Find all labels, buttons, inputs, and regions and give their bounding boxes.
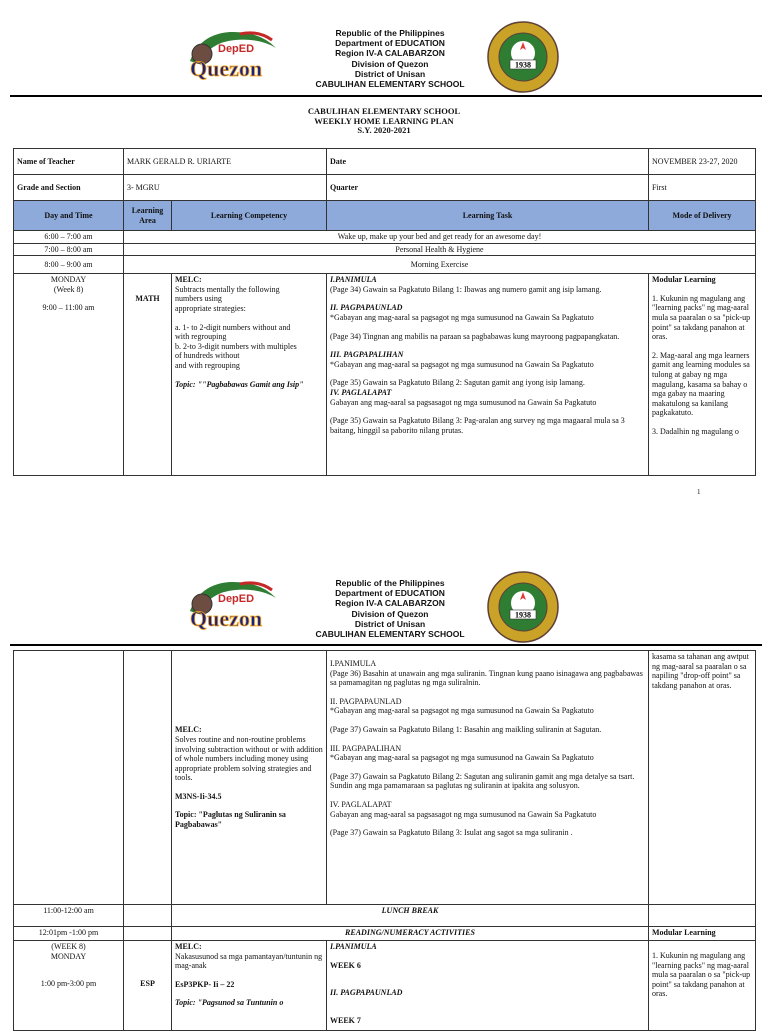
esp-day-time: (WEEK 8) MONDAY 1:00 pm-3:00 pm (14, 941, 124, 1031)
svg-text:Quezon: Quezon (190, 56, 263, 81)
routine-row (14, 243, 756, 256)
math-competency: MELC: Subtracts mentally the following numbers using appropriate strategies: a. 1- to 2-digit numbers without and with regrouping b. 2-to 3-digit numbers with multiples of hundreds without and with regrouping Topic: ""Pagbabawas Gamit ang Isip" (172, 274, 327, 476)
routine-time: 8:00 – 9:00 am (14, 256, 124, 274)
math-problem-task: I.PANIMULA (Page 36) Basahin at unawain ang mga suliranin. Tingnan kung paano isinagawa ang pagbabawas sa pamamagitan ng paglutas ng mga suliralnin. II. PAGPAPAUNLAD *Gabayan ang mag-aaral sa pagsagot ng mga sumusunod na Gawain Sa Pagkatuto (Page 37) Gawain sa Pagkatuto Bilang 1: Basahin ang maikling suliranin at Sagutan. III. PAGPAPALIHAN *Gabayan ang mag-aaral sa pagsagot ng mga sumusunod na Gawain Sa Pagkatuto (Page 37) Gawain sa Pagkatuto Bilang 2: Sagutan ang suliranin gamit ang mga detalye sa tsart. Sundin ang mga pamamaraan sa paglutas ng suliranin at ipakita ang solusyon. IV. PAGLALAPAT Gabayan ang mag-aaral sa pagsasagot ng mga sumusunod na Gawain Sa Pagkatuto (Page 37) Gawain sa Pagkatuto Bilang 3: Isulat ang sagot sa mga suliranin . (327, 651, 649, 905)
math-problem-mode: kasama sa tahanan ang awtput ng mag-aaral sa paaralan o sa napiling "drop-off point" sa takdang panahon at oras. (649, 651, 756, 905)
math-task: I.PANIMULA (Page 34) Gawain sa Pagkatuto Bilang 1: Ibawas ang numero gamit ang isip lamang. II. PAGPAPAUNLAD *Gabayan ang mag-aaral sa pagsagot ng mga sumusunod na Gawain Sa Pagkatuto (Page 34) Tingnan ang mabilis na paraan sa pagbabawas kung mayroong pagpapangkatan. III. PAGPAPALIHAN *Gabayan ang mag-aaral sa pagsagot ng mga sumusunod na Gawain Sa Pagkatuto (Page 35) Gawain sa Pagkatuto Bilang 2: Sagutan gamit ang iyong isip lamang. IV. PAGLALAPAT Gabayan ang mag-aaral sa pagsasagot ng mga sumusunod na Gawain Sa Pagkatuto (Page 35) Gawain sa Pagkatuto Bilang 3: Pag-aralan ang survey ng mga magaaral mula sa 3 baitang, hinggil sa paborito nilang prutas. (327, 274, 649, 476)
col-mode: Mode of Delivery (649, 201, 756, 231)
day-time-cell (14, 651, 124, 905)
esp-task: I.PANIMULA WEEK 6 II. PAGPAPAUNLAD WEEK 7 (327, 941, 649, 1031)
date-label: Date (327, 149, 649, 175)
svg-text:Quezon: Quezon (190, 606, 263, 631)
esp-area: ESP (124, 941, 172, 1031)
header-text: Republic of the Philippines Department of EDUCATION Region IV-A CALABARZON Division of Quezon District of Unisan CABULIHAN ELEMENTARY SCHOOL (315, 28, 465, 90)
grade-value: 3- MGRU (124, 175, 327, 201)
area-cell (124, 651, 172, 905)
teacher-row (14, 149, 756, 175)
lunch-row (14, 905, 756, 927)
routine-task: Personal Health & Hygiene (124, 243, 756, 256)
column-header-row (14, 201, 756, 231)
empty-cell (649, 905, 756, 927)
routine-time: 7:00 – 8:00 am (14, 243, 124, 256)
col-day-time: Day and Time (14, 201, 124, 231)
deped-quezon-logo (180, 576, 280, 636)
header-rule (10, 644, 762, 646)
math-problem-row (14, 651, 756, 905)
routine-row (14, 231, 756, 244)
reading-time: 12:01pm -1:00 pm (14, 927, 124, 941)
svg-text:1938: 1938 (515, 610, 531, 620)
col-learning-task: Learning Task (327, 201, 649, 231)
empty-cell (124, 905, 172, 927)
page-number: 1 (697, 488, 701, 496)
document-title: CABULIHAN ELEMENTARY SCHOOL WEEKLY HOME LEARNING PLAN S.Y. 2020-2021 (307, 106, 461, 135)
quarter-label: Quarter (327, 175, 649, 201)
header-text: Republic of the Philippines Department of EDUCATION Region IV-A CALABARZON Division of Quezon District of Unisan CABULIHAN ELEMENTARY SCHOOL (315, 578, 465, 640)
math-area: MATH (124, 274, 172, 476)
school-seal (486, 570, 560, 644)
learning-plan-table-continued (13, 650, 756, 1031)
learning-plan-table (13, 148, 756, 476)
esp-mode: 1. Kukunin ng magulang ang "learning packs" ng mag-aaral mula sa paaralan o sa "pick-up point" sa takdang panahon at oras. (649, 941, 756, 1031)
col-competency: Learning Competency (172, 201, 327, 231)
quarter-value: First (649, 175, 756, 201)
math-mode: Modular Learning 1. Kukunin ng magulang ang "learning packs" ng mag-aaral mula sa paaralan o sa "pick-up point" sa takdang panahon at oras. 2. Mag-aaral ang mga learners gamit ang learning modules sa tulong at gabay ng mga magulang, kasama sa bahay o mga gabay na maaring makatulong sa kanilang pagkakatuto. 3. Dadalhin ng magulang o (649, 274, 756, 476)
page1-header (0, 20, 768, 90)
routine-row (14, 256, 756, 274)
page2-header (0, 570, 768, 640)
routine-time: 6:00 – 7:00 am (14, 231, 124, 244)
deped-quezon-logo (180, 26, 280, 86)
reading-mode: Modular Learning (649, 927, 756, 941)
lunch-break: LUNCH BREAK (172, 905, 649, 927)
esp-row (14, 941, 756, 1031)
math-day-time: MONDAY (Week 8) 9:00 – 11:00 am (14, 274, 124, 476)
col-learning-area: Learning Area (124, 201, 172, 231)
grade-label: Grade and Section (14, 175, 124, 201)
reading-row (14, 927, 756, 941)
school-seal (486, 20, 560, 94)
math-problem-competency: MELC: Solves routine and non-routine problems involving subtraction without or with addition of whole numbers including money using appropriate problem solving strategies and tools. M3NS-Ii-34.5 Topic: "Paglutas ng Suliranin sa Pagbabawas" (172, 651, 327, 905)
reading-activities: READING/NUMERACY ACTIVITIES (172, 927, 649, 941)
empty-cell (124, 927, 172, 941)
svg-text:DepED: DepED (218, 593, 255, 605)
esp-competency: MELC: Nakasusunod sa mga pamantayan/tuntunin ng mag-anak EsP3PKP- Ii – 22 Topic: "Pagsunod sa Tuntunin o (172, 941, 327, 1031)
svg-text:1938: 1938 (515, 60, 531, 70)
math-row (14, 274, 756, 476)
teacher-label: Name of Teacher (14, 149, 124, 175)
routine-task: Wake up, make up your bed and get ready for an awesome day! (124, 231, 756, 244)
grade-row (14, 175, 756, 201)
date-value: NOVEMBER 23-27, 2020 (649, 149, 756, 175)
svg-text:DepED: DepED (218, 43, 255, 55)
lunch-time: 11:00-12:00 am (14, 905, 124, 927)
routine-task: Morning Exercise (124, 256, 756, 274)
header-rule (10, 95, 762, 97)
teacher-name: MARK GERALD R. URIARTE (124, 149, 327, 175)
